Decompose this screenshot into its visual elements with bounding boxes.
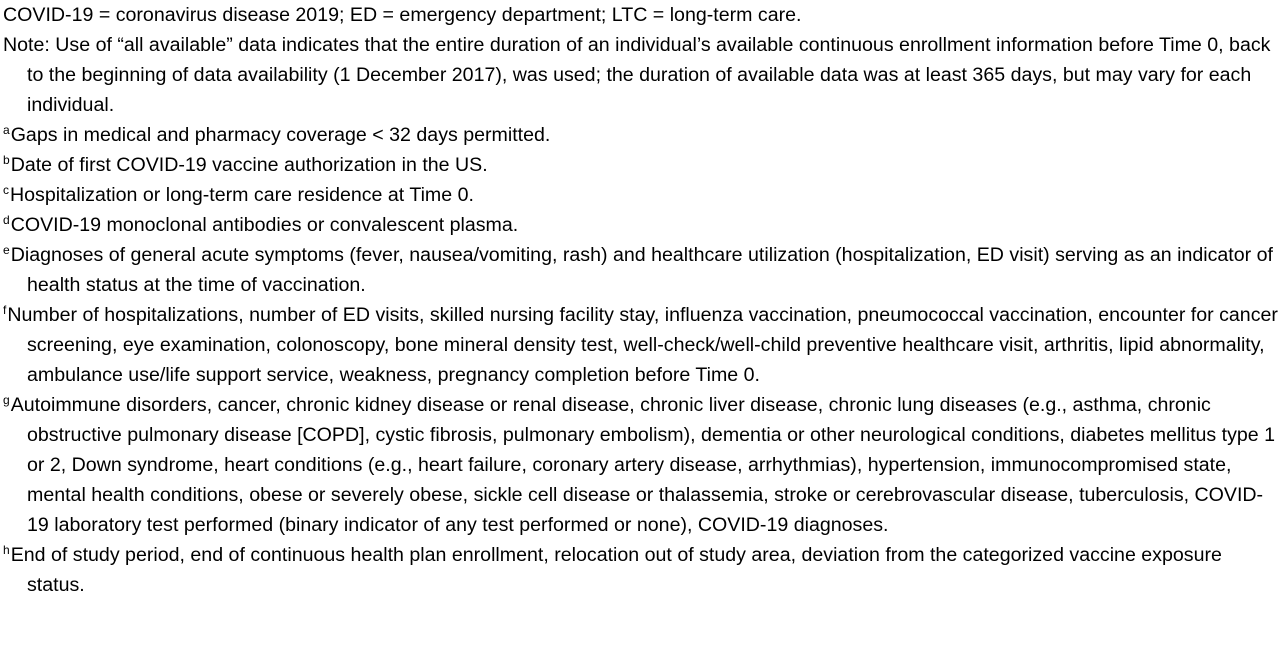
- footnote-marker: d: [3, 213, 10, 227]
- footnote-marker: f: [3, 303, 7, 317]
- footnote-h: [3, 540, 1280, 600]
- footnote-g: [3, 390, 1280, 540]
- footnote-text: Diagnoses of general acute symptoms (fever, nausea/vomiting, rash) and healthcare utilization (hospitalization, ED visit) serving as an indicator of health status at the time of vaccination.: [10, 244, 1273, 296]
- footnote-marker: c: [3, 183, 9, 197]
- abbreviations-line: COVID-19 = coronavirus disease 2019; ED = emergency department; LTC = long-term care.: [3, 4, 802, 26]
- footnote-marker: e: [3, 243, 10, 257]
- footnote-text: COVID-19 monoclonal antibodies or convalescent plasma.: [10, 214, 519, 236]
- footnote-b: [3, 150, 1280, 180]
- footnote-marker: a: [3, 123, 10, 137]
- footnote-e: [3, 240, 1280, 300]
- footnote-a: [3, 120, 1280, 150]
- footnote-marker: h: [3, 543, 10, 557]
- footnote-d: [3, 210, 1280, 240]
- footnote-text: Date of first COVID-19 vaccine authorization in the US.: [10, 154, 488, 176]
- footnote-marker: g: [3, 393, 10, 407]
- footnote-c: [3, 180, 1280, 210]
- footnote-f: [3, 300, 1280, 390]
- footnote-text: Hospitalization or long-term care residence at Time 0.: [10, 184, 474, 206]
- footnote-text: Gaps in medical and pharmacy coverage < 32 days permitted.: [10, 124, 551, 146]
- footnote-text: End of study period, end of continuous health plan enrollment, relocation out of study area, deviation from the categorized vaccine exposure status.: [10, 544, 1222, 596]
- note-paragraph: Note: Use of “all available” data indicates that the entire duration of an individual’s available continuous enrollment information before Time 0, back to the beginning of data availability (1 December 2017), was used; the duration of available data was at least 365 days, but may vary for each individual.: [3, 34, 1271, 116]
- footnote-text: Autoimmune disorders, cancer, chronic kidney disease or renal disease, chronic liver disease, chronic lung diseases (e.g., asthma, chronic obstructive pulmonary disease [COPD], cystic fibrosis, pulmonary embolism), dementia or other neurological conditions, diabetes mellitus type 1 or 2, Down syndrome, heart conditions (e.g., heart failure, coronary artery disease, arrhythmias), hypertension, immunocompromised state, mental health conditions, obese or severely obese, sickle cell disease or thalassemia, stroke or cerebrovascular disease, tuberculosis, COVID-19 laboratory test performed (binary indicator of any test performed or none), COVID-19 diagnoses.: [10, 394, 1276, 536]
- footnote-marker: b: [3, 153, 10, 167]
- footnote-text: Number of hospitalizations, number of ED visits, skilled nursing facility stay, influenza vaccination, pneumococcal vaccination, encounter for cancer screening, eye examination, colonoscopy, bone mineral density test, well-check/well-child preventive healthcare visit, arthritis, lipid abnormality, ambulance use/life support service, weakness, pregnancy completion before Time 0.: [7, 304, 1278, 386]
